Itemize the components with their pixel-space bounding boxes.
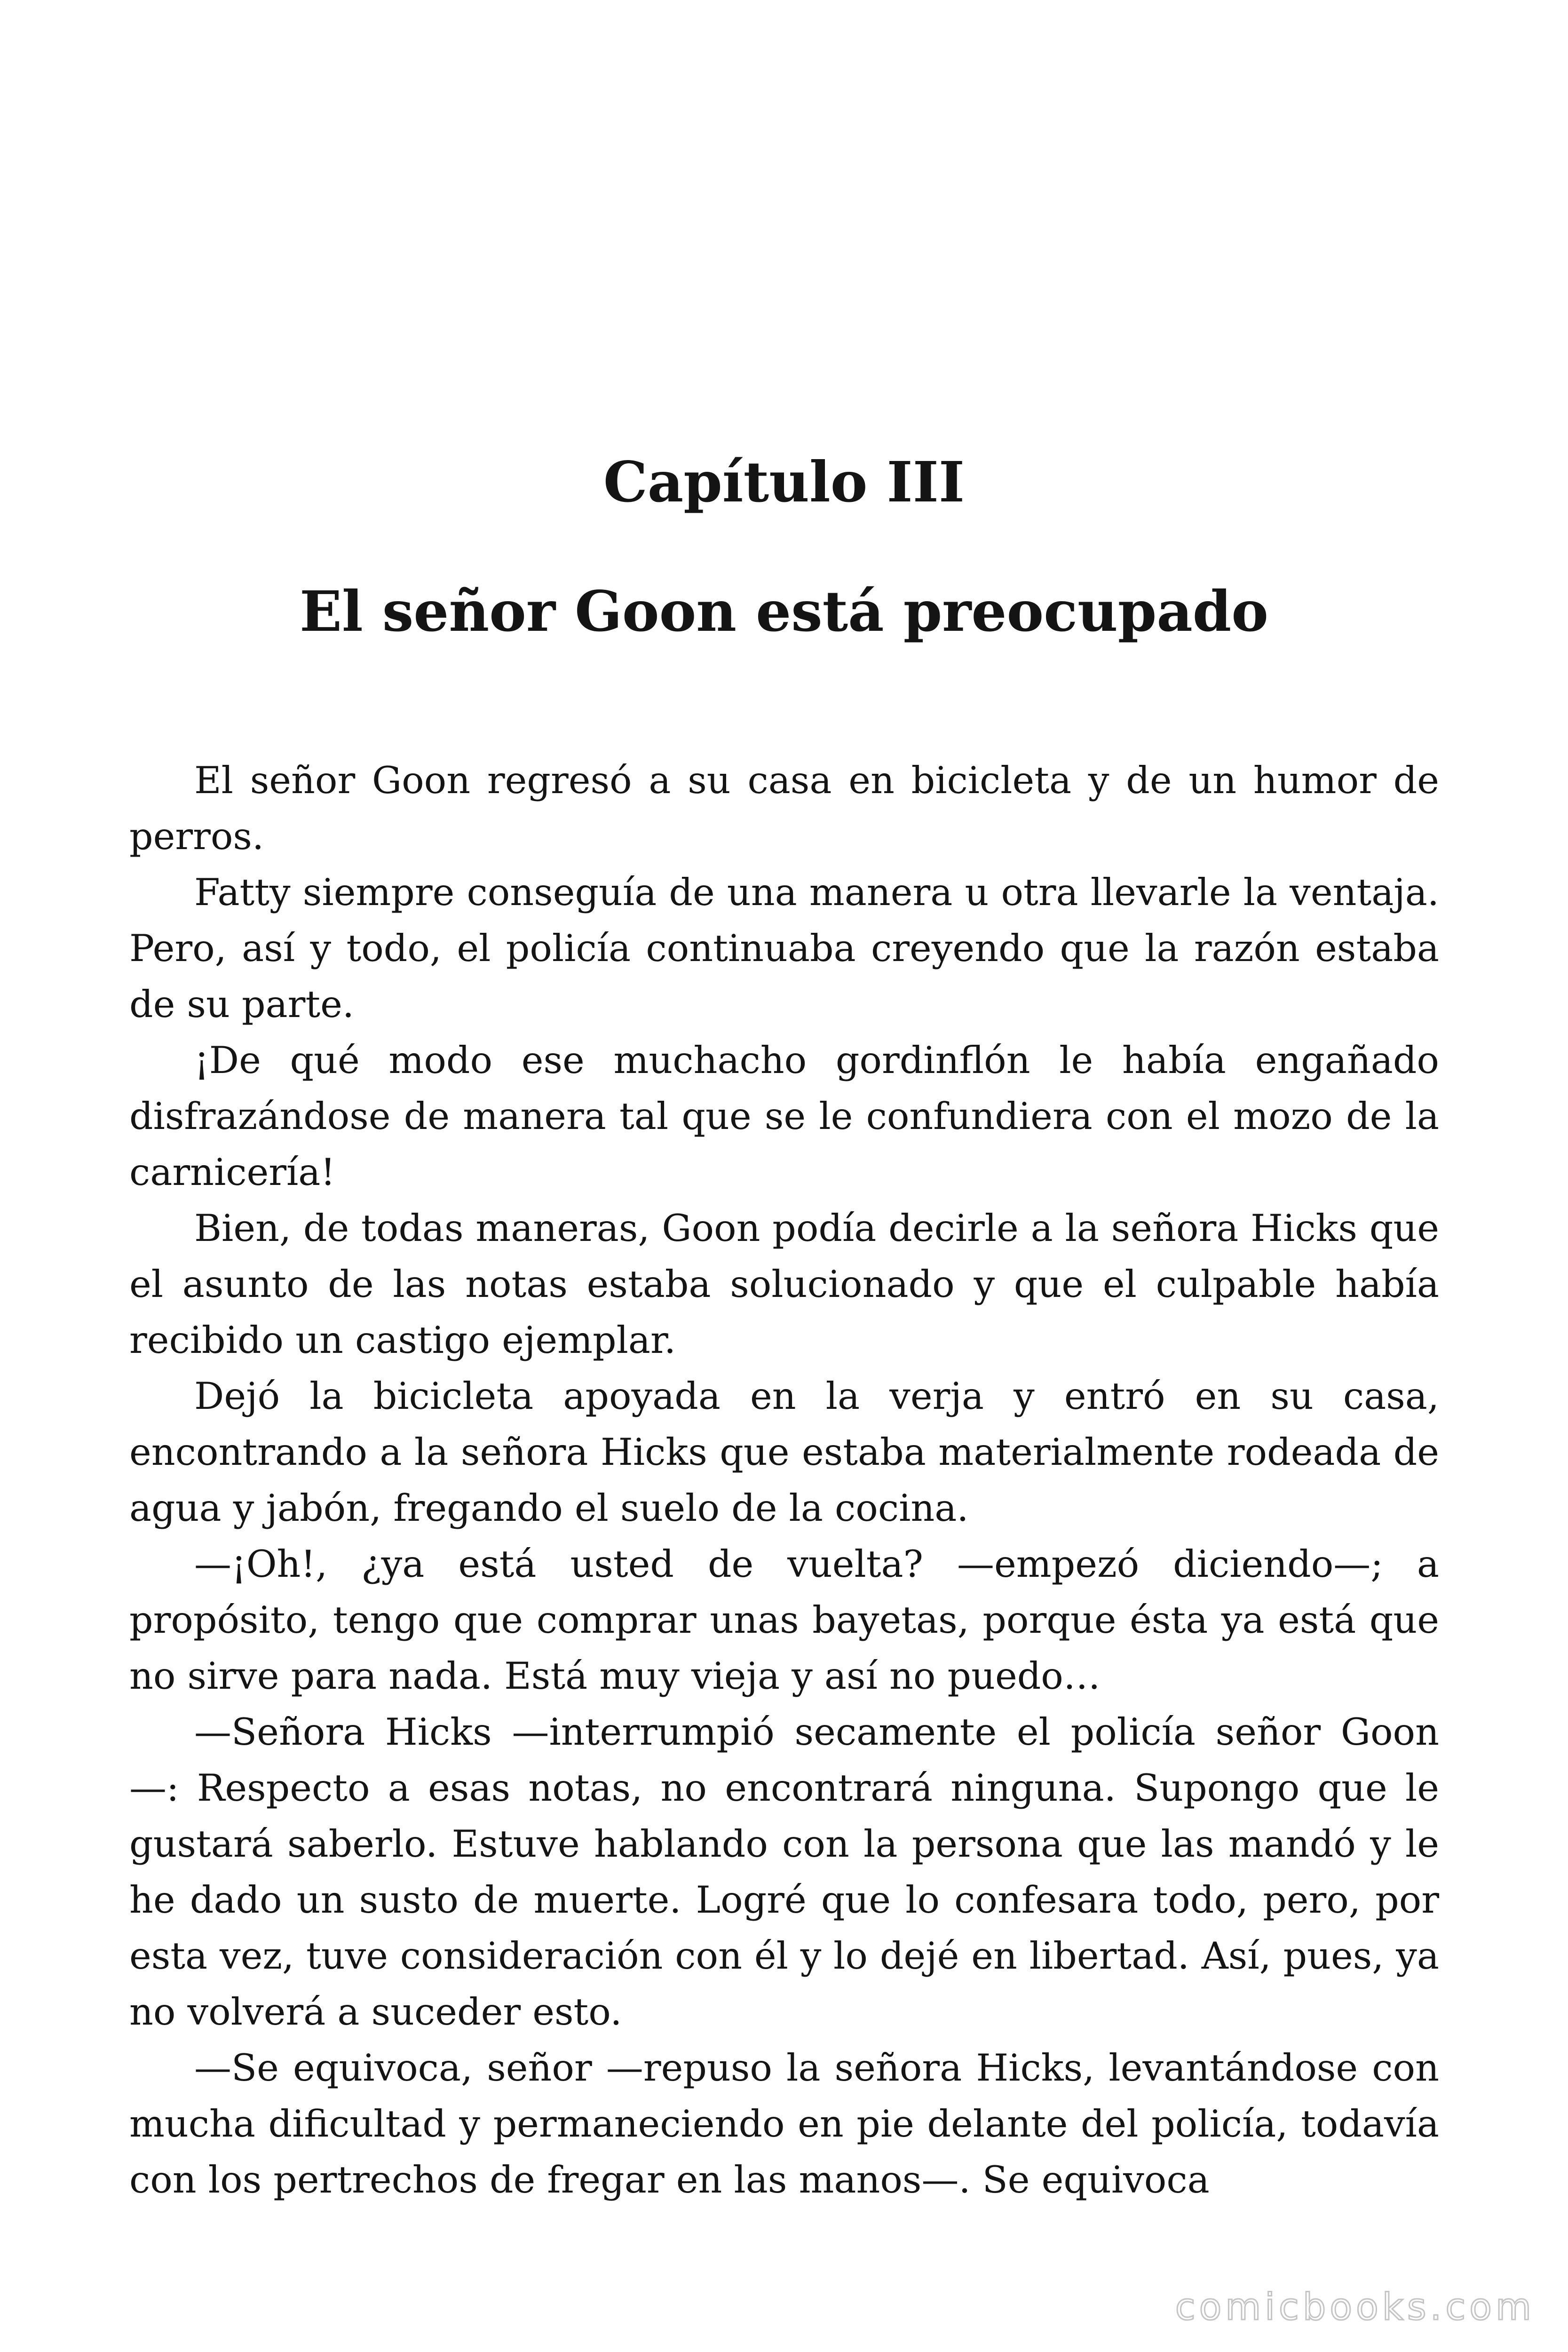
chapter-title: El señor Goon está preocupado	[300, 579, 1268, 644]
paragraph: Fatty siempre conseguía de una manera u otra llevarle la ventaja. Pero, así y todo, el policía continuaba creyendo que la razón estaba de su parte.	[129, 871, 1439, 1026]
paragraph: ¡De qué modo ese muchacho gordinflón le había engañado disfrazándose de manera tal que se le confundiera con el mozo de la carnicería!	[129, 1039, 1439, 1194]
paragraph: Dejó la bicicleta apoyada en la verja y entró en su casa, encontrando a la señora Hicks que estaba materialmente rodeada de agua y jabón, fregando el suelo de la cocina.	[129, 1375, 1439, 1530]
chapter-number: Capítulo III	[603, 449, 965, 515]
paragraph: —¡Oh!, ¿ya está usted de vuelta? —empezó diciendo—; a propósito, tengo que comprar unas bayetas, porque ésta ya está que no sirve para nada. Está muy vieja y así no puedo…	[129, 1542, 1439, 1698]
paragraph: —Se equivoca, señor —repuso la señora Hicks, levantándose con mucha dificultad y permaneciendo en pie delante del policía, todavía con los pertrechos de fregar en las manos—. Se equivoca	[129, 2046, 1439, 2201]
paragraph: —Señora Hicks —interrumpió secamente el policía señor Goon —: Respecto a esas notas, no encontrará ninguna. Supongo que le gustará saberlo. Estuve hablando con la persona que las mandó y le he dado un susto de muerte. Logré que lo confesara todo, pero, por esta vez, tuve consideración con él y lo dejé en libertad. Así, pues, ya no volverá a suceder esto.	[129, 1710, 1439, 2034]
paragraph: El señor Goon regresó a su casa en bicicleta y de un humor de perros.	[129, 759, 1439, 858]
watermark: comicbooks.com	[1175, 2286, 1535, 2328]
paragraph: Bien, de todas maneras, Goon podía decirle a la señora Hicks que el asunto de las notas estaba solucionado y que el culpable había recibido un castigo ejemplar.	[129, 1207, 1439, 1362]
chapter-body	[129, 753, 1439, 2208]
